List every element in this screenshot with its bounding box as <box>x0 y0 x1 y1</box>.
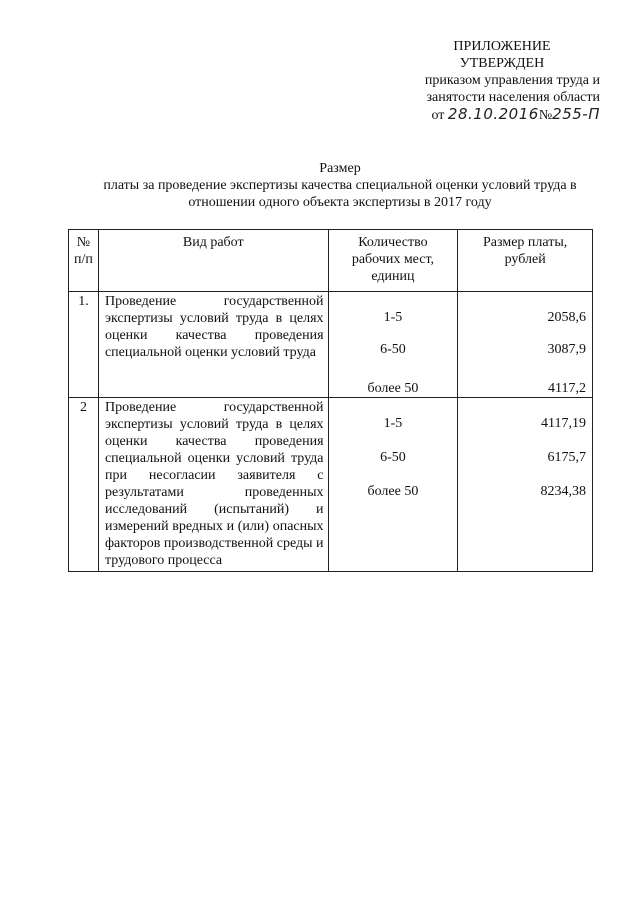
header-qty: Количество рабочих мест, единиц <box>328 230 458 292</box>
quantity-cell <box>328 398 458 572</box>
quantity-value: 6-50 <box>380 450 406 465</box>
handwritten-number: 255-П <box>552 105 600 123</box>
row-number: 1. <box>69 292 99 398</box>
quantity-value: 1-5 <box>383 310 403 325</box>
title-line-2: платы за проведение экспертизы качества специальной оценки условий труда в <box>103 178 577 193</box>
approval-block <box>380 38 600 124</box>
price-value: 4117,2 <box>548 381 586 396</box>
fees-table <box>68 229 593 572</box>
table-row <box>69 398 593 572</box>
date-prefix: от <box>431 108 445 123</box>
department-line: занятости населения области <box>426 90 600 105</box>
handwritten-date: 28.10.2016 <box>447 105 539 123</box>
work-description: Проведение государственной экспертизы условий труда в целях оценки качества проведения специальной оценки условий труда при несогласии заявителя с результатами проведенных исследований (испытаний) и измерений вредных и (или) опасных факторов производственной среды и трудового процесса <box>98 398 328 572</box>
approved-label: УТВЕРЖДЕН <box>459 56 545 71</box>
price-value: 4117,19 <box>541 416 586 431</box>
quantity-value: 6-50 <box>380 342 406 357</box>
table-row <box>69 292 593 398</box>
document-title <box>60 160 620 211</box>
title-line-1: Размер <box>319 161 361 176</box>
quantity-value: 1-5 <box>383 416 403 431</box>
work-description: Проведение государственной экспертизы условий труда в целях оценки качества проведения специальной оценки условий труда <box>98 292 328 398</box>
quantity-value: более 50 <box>367 484 419 499</box>
header-work: Вид работ <box>98 230 328 292</box>
order-line: приказом управления труда и <box>424 73 600 88</box>
header-num: № п/п <box>69 230 99 292</box>
date-number-line <box>380 106 600 124</box>
number-sign: № <box>538 108 553 123</box>
price-value: 3087,9 <box>547 342 586 357</box>
quantity-cell <box>328 292 458 398</box>
row-number: 2 <box>69 398 99 572</box>
quantity-value: более 50 <box>367 381 419 396</box>
table-header-row <box>69 230 593 292</box>
price-value: 6175,7 <box>547 450 586 465</box>
title-line-3: отношении одного объекта экспертизы в 2017 году <box>188 195 492 210</box>
header-price: Размер платы, рублей <box>458 230 593 292</box>
price-cell <box>458 398 593 572</box>
price-value: 8234,38 <box>540 484 586 499</box>
price-value: 2058,6 <box>547 310 586 325</box>
price-cell <box>458 292 593 398</box>
appendix-label: ПРИЛОЖЕНИЕ <box>453 39 551 54</box>
